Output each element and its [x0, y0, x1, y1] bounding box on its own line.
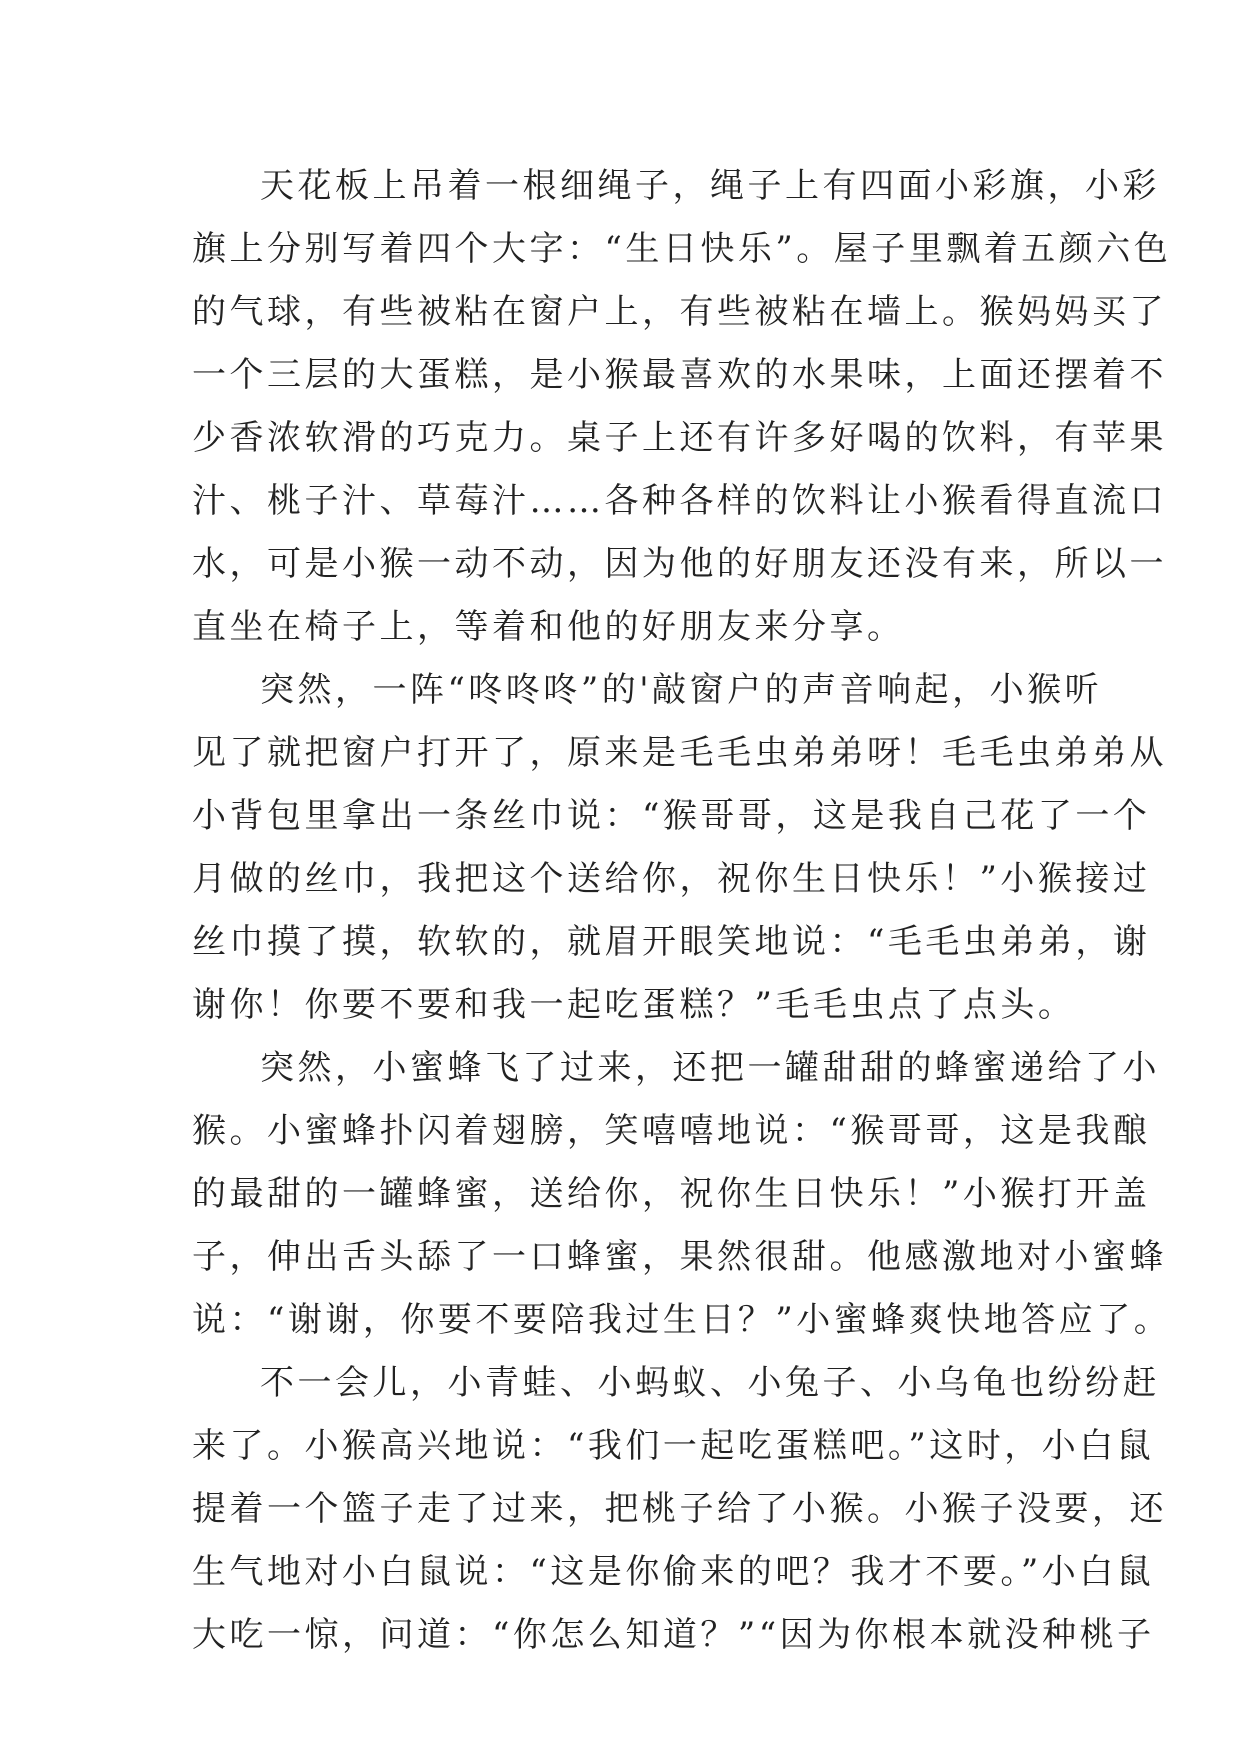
paragraph-4-line: 来了。小猴高兴地说：“我们一起吃蛋糕吧。”这时，小白鼠 — [192, 1426, 1155, 1466]
paragraph-3-line: 子，伸出舌头舔了一口蜂蜜，果然很甜。他感激地对小蜜蜂 — [192, 1237, 1167, 1277]
paragraph-1-line: 直坐在椅子上，等着和他的好朋友来分享。 — [192, 607, 905, 647]
paragraph-4-line: 提着一个篮子走了过来，把桃子给了小猴。小猴子没要，还 — [192, 1489, 1167, 1529]
paragraph-4-line: 生气地对小白鼠说：“这是你偷来的吧？我才不要。”小白鼠 — [192, 1552, 1155, 1592]
paragraph-2-line: 丝巾摸了摸，软软的，就眉开眼笑地说：“毛毛虫弟弟，谢 — [192, 922, 1151, 962]
paragraph-1-line: 一个三层的大蛋糕，是小猴最喜欢的水果味，上面还摆着不 — [192, 355, 1167, 395]
paragraph-1-line: 水，可是小猴一动不动，因为他的好朋友还没有来，所以一 — [192, 544, 1167, 584]
paragraph-1-line: 天花板上吊着一根细绳子，绳子上有四面小彩旗，小彩 — [260, 166, 1160, 206]
paragraph-3-line: 的最甜的一罐蜂蜜，送给你，祝你生日快乐！”小猴打开盖 — [192, 1174, 1151, 1214]
paragraph-1-line: 少香浓软滑的巧克力。桌子上还有许多好喝的饮料，有苹果 — [192, 418, 1167, 458]
paragraph-2-line: 小背包里拿出一条丝巾说：“猴哥哥，这是我自己花了一个 — [192, 796, 1151, 836]
paragraph-2-line: 谢你！你要不要和我一起吃蛋糕？”毛毛虫点了点头。 — [192, 985, 1076, 1025]
paragraph-2-line: 见了就把窗户打开了，原来是毛毛虫弟弟呀！毛毛虫弟弟从 — [192, 733, 1167, 773]
story-text — [192, 158, 1172, 1670]
paragraph-2-line: 月做的丝巾，我把这个送给你，祝你生日快乐！”小猴接过 — [192, 859, 1151, 899]
paragraph-2-line: 突然，一阵“咚咚咚”的'敲窗户的声音响起，小猴听 — [260, 670, 1103, 710]
paragraph-1-line: 旗上分别写着四个大字：“生日快乐”。屋子里飘着五颜六色 — [192, 229, 1172, 269]
paragraph-1-line: 的气球，有些被粘在窗户上，有些被粘在墙上。猴妈妈买了 — [192, 292, 1167, 332]
paragraph-4-line: 大吃一惊，问道：“你怎么知道？”“因为你根本就没种桃子 — [192, 1615, 1155, 1655]
paragraph-1-line: 汁、桃子汁、草莓汁……各种各样的饮料让小猴看得直流口 — [192, 481, 1167, 521]
paragraph-3-line: 突然，小蜜蜂飞了过来，还把一罐甜甜的蜂蜜递给了小 — [260, 1048, 1160, 1088]
paragraph-3-line: 猴。小蜜蜂扑闪着翅膀，笑嘻嘻地说：“猴哥哥，这是我酿 — [192, 1111, 1151, 1151]
paragraph-4-line: 不一会儿，小青蛙、小蚂蚁、小兔子、小乌龟也纷纷赶 — [260, 1363, 1160, 1403]
paragraph-3-line: 说：“谢谢，你要不要陪我过生日？”小蜜蜂爽快地答应了。 — [192, 1300, 1172, 1340]
